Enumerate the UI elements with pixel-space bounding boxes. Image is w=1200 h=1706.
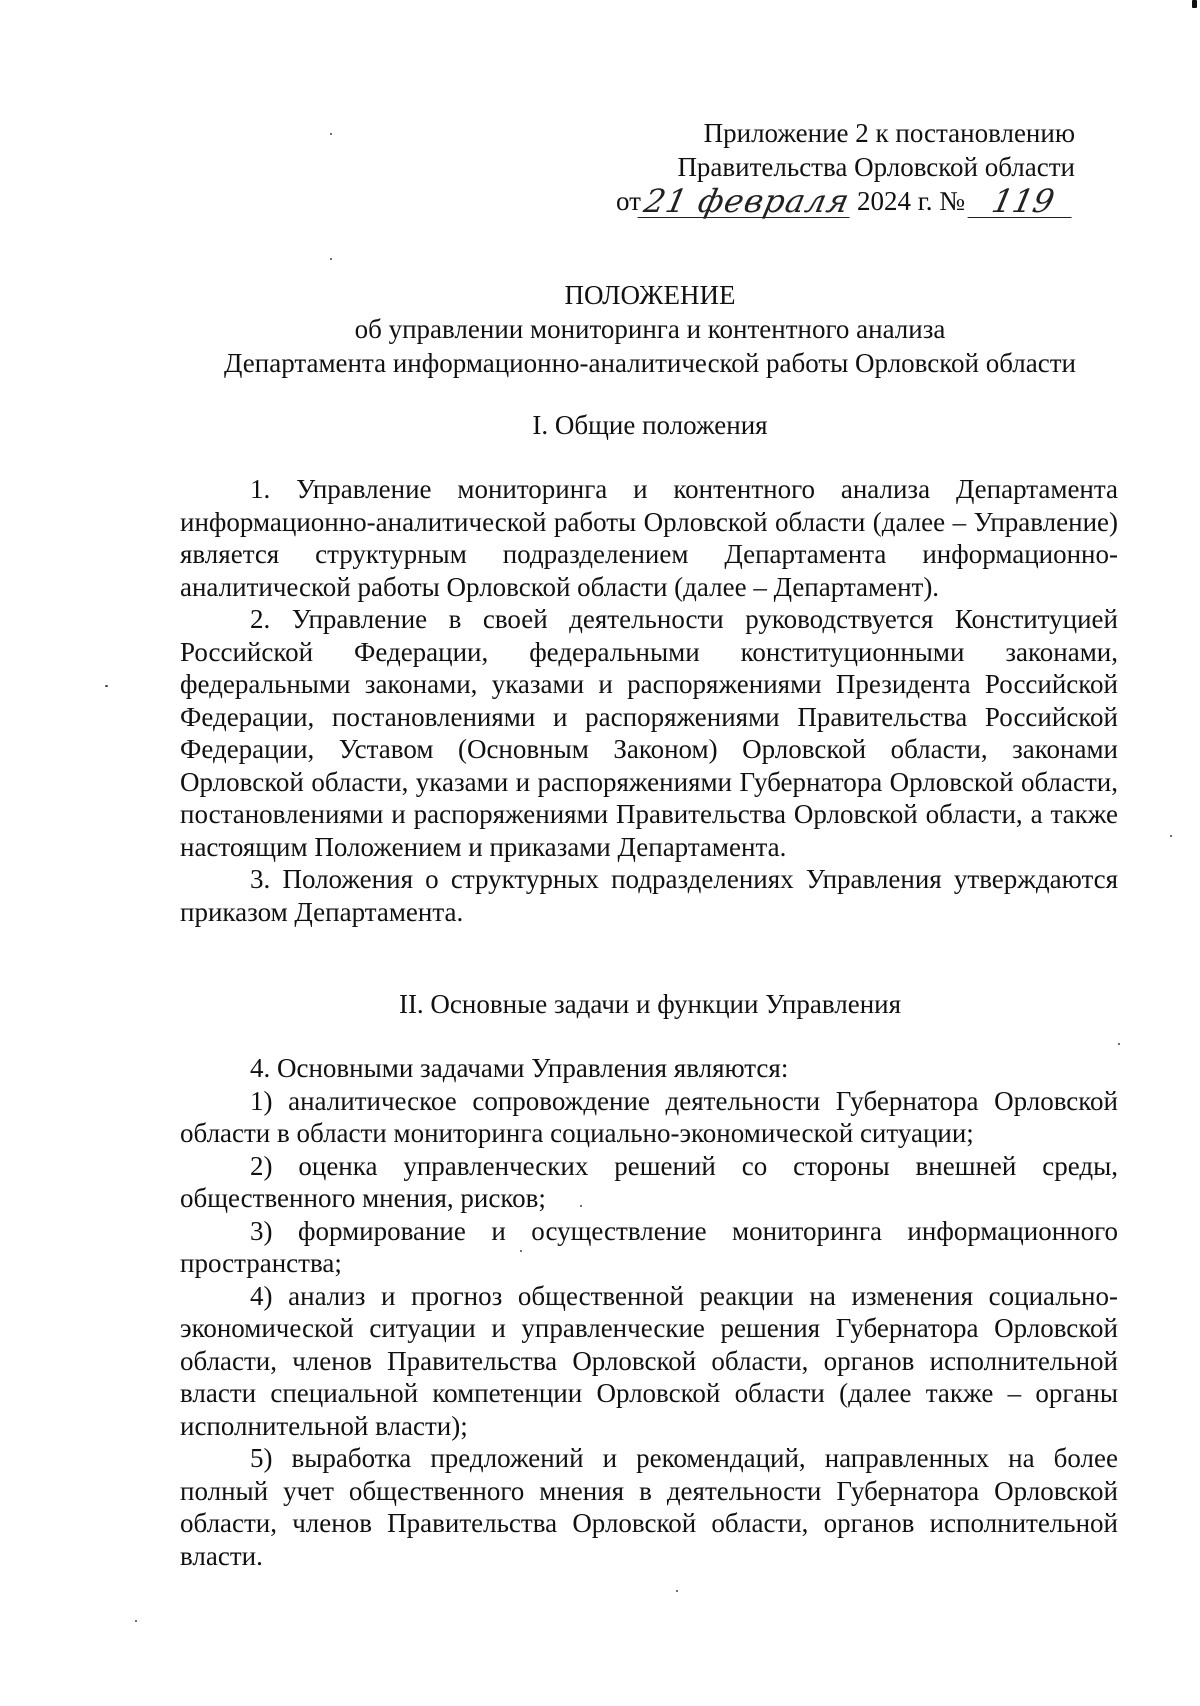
appendix-line-2: Правительства Орловской области	[677, 152, 1075, 182]
scan-speck	[330, 258, 332, 260]
scan-speck	[105, 685, 108, 687]
title-heading: ПОЛОЖЕНИЕ	[564, 280, 736, 310]
appendix-block	[615, 116, 1075, 218]
scan-speck	[580, 1205, 582, 1207]
year-number-label: 2024 г. №	[856, 186, 965, 216]
title-line-1: об управлении мониторинга и контентного анализа	[354, 314, 946, 344]
section-1-body	[180, 473, 1118, 928]
list-item-5: 5) выработка предложений и рекомендаций, направленных на более полный учет общественного мнения в деятельности Губернатора Орловской области, членов Правительства Орловской области, органов исполнительной власти.	[180, 1443, 1118, 1571]
list-item-4: 4) анализ и прогноз общественной реакции на изменения социально-экономической ситуации и управленческие решения Губернатора Орловской области, членов Правительства Орловской области, органов исполнительной власти специальной компетенции Орловской области (далее также – органы исполнительной власти);	[180, 1280, 1118, 1441]
scan-speck	[520, 1250, 522, 1252]
section-2-heading: II. Основные задачи и функции Управления	[398, 989, 902, 1019]
handwritten-number: 119	[967, 185, 1078, 218]
paragraph-4: 4. Основными задачами Управления являются:	[250, 1053, 789, 1083]
appendix-date-line	[615, 184, 1075, 218]
scan-speck	[135, 1620, 137, 1622]
list-item-2: 2) оценка управленческих решений со стороны внешней среды, общественного мнения, рисков;	[180, 1150, 1118, 1213]
section-1-heading: I. Общие положения	[532, 410, 768, 440]
scan-speck	[1170, 835, 1172, 837]
scan-speck	[676, 1590, 678, 1592]
scan-speck	[1192, 0, 1197, 8]
paragraph-2: 2. Управление в своей деятельности руководствуется Конституцией Российской Федерации, федеральными конституционными законами, федеральными законами, указами и распоряжениями Президента Российской Федерации, постановлениями и распоряжениями Правительства Российской Федерации, Уставом (Основным Законом) Орловской области, законами Орловской области, указами и распоряжениями Губернатора Орловской области, постановлениями и распоряжениями Правительства Орловской области, а также настоящим Положением и приказами Департамента.	[180, 604, 1118, 862]
title-line-2: Департамента информационно-аналитической работы Орловской области	[224, 348, 1076, 378]
paragraph-1: 1. Управление мониторинга и контентного анализа Департамента информационно-аналитической работы Орловской области (далее – Управление) является структурным подразделением Департамента информационно-аналитической работы Орловской области (далее – Департамент).	[180, 474, 1118, 602]
section-2-body	[180, 1052, 1118, 1572]
list-item-3: 3) формирование и осуществление мониторинга информационного пространства;	[180, 1215, 1118, 1278]
appendix-line-1: Приложение 2 к постановлению	[703, 118, 1075, 148]
document-title	[190, 278, 1110, 380]
paragraph-3: 3. Положения о структурных подразделениях Управления утверждаются приказом Департамента.	[180, 864, 1118, 927]
list-item-1: 1) аналитическое сопровождение деятельности Губернатора Орловской области в области мониторинга социально-экономической ситуации;	[180, 1085, 1118, 1148]
date-prefix: от	[616, 186, 641, 216]
scan-speck	[330, 133, 332, 135]
scan-speck	[1118, 1043, 1120, 1045]
handwritten-date: 21 февраля	[637, 185, 856, 218]
